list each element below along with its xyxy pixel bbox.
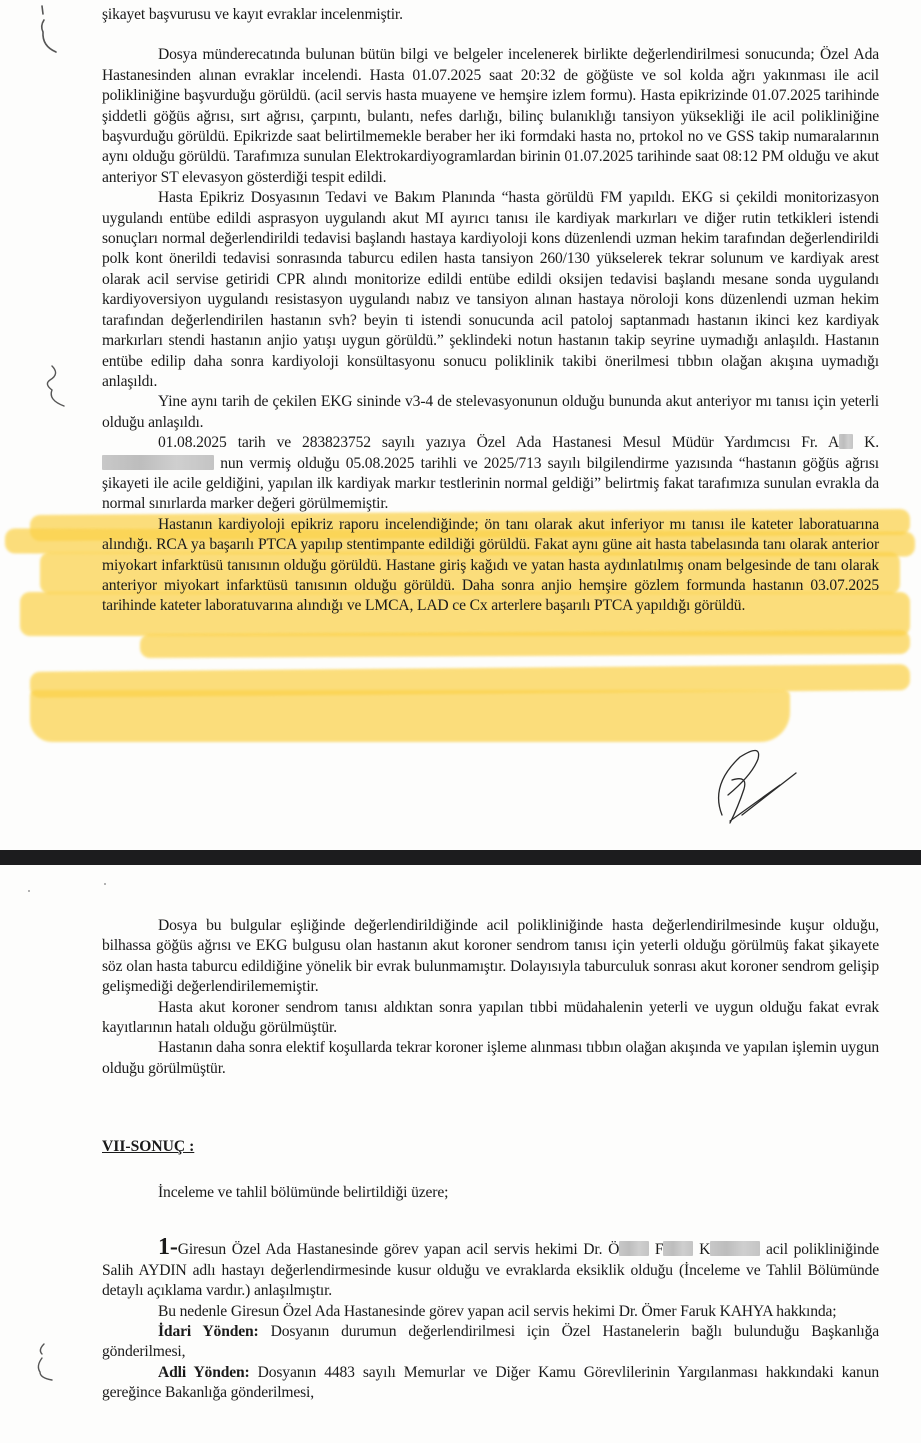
redaction-block	[839, 434, 853, 449]
conclusion-paragraph: Bu nedenle Giresun Özel Ada Hastanesinde görev yapan acil servis hekimi Dr. Ömer Faruk KAHYA hakkında;	[158, 1302, 837, 1320]
paragraph: Dosya bu bulgular eşliğinde değerlendirildiğinde acil polikliniğinde hasta değerlendirilmesinde kuşur olduğu, bilhassa göğüs ağrısı ve EKG bulgusu olan hastanın akut koroner sendrom tanısı için yeterli olduğu görülmüş fakat şikayete söz olan hasta taburcu edildiğine yönelik bir evrak bulunmamıştır. Dolayısıyla taburculuk sonrası akut koroner sendrom gelişip gelişmediği değerlendirilememiştir.	[102, 917, 879, 996]
redaction-block	[102, 455, 214, 470]
paragraph: Hasta akut koroner sendrom tanısı aldıktan sonra yapılan tıbbi müdahalenin yeterli ve uygun olduğu fakat evrak kayıtlarının hatalı olduğu görülmüştür.	[102, 998, 879, 1037]
item-text: acil polikliniğinde Salih AYDIN adlı hastayı değerlendirmesinde kusur olduğu ve evraklarda eksiklik olduğu (İnceleme ve Tahlil Bölümünde detaylı açıklama vardır.) anlaşılmıştır.	[102, 1241, 880, 1300]
redacted-initial: Ö	[608, 1241, 620, 1259]
letter-reference: 01.08.2025 tarih ve 283823752 sayılı yazıya Özel Ada Hastanesi Mesul Müdür Yardımcısı Fr.	[158, 434, 818, 452]
paragraph: Hasta Epikriz Dosyasının Tedavi ve Bakım Planında “hasta görüldü FM yapıldı. EKG si çekildi monitorizasyon uygulandı entübe edildi asprasyon uygulandı akut MI ayırıcı tanısı ile kardiyak markırları ve diğer rutin tetkikleri istendi sonuçları normal değerlendirildi tedavisi başlandı hastaya kardiyoloji kons düzenlendi uzman hekim tarafından değerlendirildi polk kont önerildi tedavisi sonrasında taburcu edilen hasta tansiyon 260/130 yükselerek tekrar solunum ve kardiyak arest olarak acil servise getiridi CPR alındı monitorize edildi entübe edildi oksijen tedavisi başlandı mesane sonda uygulandı kardiyoversiyon uygulandı resistasyon uygulandı nabız ve tansiyon alınan hastaya nöroloji kons düzenlendi uzman hekim tarafından değerlendirilen hastanın svh? beyin ti istendi sonucunda acil patoloj saptanmadı hastanın ikinci kez kardiyak markırları stendi hastanın anjio yatışı uygun görüldü.” şeklindeki notun hastanın takip seyrine uymadığı anlaşıldı. Hastanın entübe edilip daha sonra kardiyoloji konsültasyonu sonucu poliklinik takibi önerilmesi tıbbın olağan akışına uymadığı anlaşıldı.	[102, 189, 879, 390]
paragraph: Hastanın daha sonra elektif koşullarda tekrar koroner işleme alınması tıbbın olağan akışında ve yapılan işlemin uygun olduğu görülmüştür.	[102, 1039, 879, 1077]
judicial-label: Adli Yönden:	[158, 1363, 250, 1381]
intro-line: İnceleme ve tahlil bölümünde belirtildiği üzere;	[158, 1184, 449, 1201]
paper-speck	[28, 890, 30, 892]
page-2-body	[102, 916, 879, 1079]
item-lead: Giresun Özel Ada Hastanesinde görev yapan acil servis hekimi Dr.	[177, 1241, 603, 1259]
margin-bracket-mark	[38, 360, 78, 420]
conclusion-item-1	[102, 1234, 880, 1301]
administrative-decision	[102, 1322, 879, 1363]
judicial-decision	[102, 1363, 879, 1404]
conclusion-body	[102, 1183, 879, 1404]
redaction-block	[663, 1241, 693, 1256]
item-number: 1-	[158, 1234, 178, 1261]
redacted-name-initial: A	[827, 434, 840, 452]
page-1-body	[102, 5, 879, 617]
highlighted-paragraph: Hastanın kardiyoloji epikriz raporu incelendiğinde; ön tanı olarak akut inferiyor mı tanısı ile kateter laboratuarına alındığı. RCA ya başarılı PTCA yapılıp stentimpante edildiği görüldü. Fakat aynı güne ait hasta tabelasında tanı olarak anterior miyokart infarktüsü tanısının olduğu görüldü. Hastane giriş kağıdı ve yatan hasta aydınlatılmış onam belgesinde de tanı olarak anteriyor miyokart infarktüsü tanısının olduğu görüldü. Daha sonra anjio hemşire gözlem formunda hastanın 03.07.2025 tarihinde kateter laboratuvarına alındığı ve LMCA, LAD ce Cx arterlere başarılı PTCA yapıldığı görüldü.	[102, 515, 879, 615]
redacted-name-initial: K.	[864, 434, 879, 452]
opening-line: şikayet başvurusu ve kayıt evraklar incelenmiştir.	[102, 6, 403, 23]
paragraph: Dosya münderecatında bulunan bütün bilgi ve belgeler incelenerek birlikte değerlendirilmesi sonucunda; Özel Ada Hastanesinden alınan evraklar incelendi. Hasta 01.07.2025 saat 20:32 de göğüste ve sol kolda ağrı yakınması ile acil polikliniğine başvurduğu görüldü. (acil servis hasta muayene ve hemşire izlem formu). Hasta epikrizinde 01.07.2025 tarihinde şiddetli göğüs ağrısı, sırt ağrısı, çarpıntı, bulantı, nefes darlığı, bilinç bulanıklığı tansiyon yüksekliği ile acil polikliniğine başvurduğu görüldü. Epikrizde saat belirtilmemekle beraber her iki formdaki hasta no, prtokol no ve GSS takip numaralarının aynı olduğu görüldü. Tarafımıza sunulan Elektrokardiyogramlardan birinin 01.07.2025 tarihinde saat 08:12 PM olduğu ve akut anteriyor ST elevasyon gösterdiği tespit edildi.	[102, 46, 879, 186]
highlight-stroke	[140, 630, 910, 658]
redaction-block	[710, 1241, 760, 1256]
redacted-initial: F	[654, 1241, 664, 1259]
section-heading: VII-SONUÇ :	[102, 1138, 195, 1155]
signature	[700, 745, 820, 830]
highlighted-paragraph	[102, 433, 879, 515]
page-divider	[0, 850, 921, 865]
highlight-stroke	[30, 690, 790, 742]
administrative-text: Dosyanın durumun değerlendirilmesi için Özel Hastanelerin bağlı bulunduğu Başkanlığa gönderilmesi,	[102, 1323, 880, 1361]
paragraph: Yine aynı tarih de çekilen EKG sininde v3-4 de stelevasyonunun olduğu bununda akut anteriyor mı tanısı için yeterli olduğu anlaşıldı.	[102, 393, 879, 431]
redaction-block	[619, 1241, 649, 1256]
document-page-2	[0, 865, 921, 1443]
margin-bracket-mark	[30, 1340, 70, 1390]
judicial-text: Dosyanın 4483 sayılı Memurlar ve Diğer Kamu Görevlilerinin Yargılanması hakkındaki kanun gereğince Bakanlığa gönderilmesi,	[102, 1363, 879, 1402]
administrative-label: İdari Yönden:	[158, 1323, 259, 1341]
letter-content: nun vermiş olduğu 05.08.2025 tarihli ve 2025/713 sayılı bilgilendirme yazısında “hastanın göğüs ağrısı şikayeti ile acile geldiğini, yapılan ilk kardiyak markır testlerinin normal geldiği” belirtmiş fakat tarafımıza sunulan evrakla da normal sınırlarda marker değeri görülmemiştir.	[102, 454, 879, 513]
redacted-initial: K	[699, 1241, 711, 1259]
margin-bracket-mark	[30, 2, 70, 62]
paper-speck	[104, 883, 106, 885]
